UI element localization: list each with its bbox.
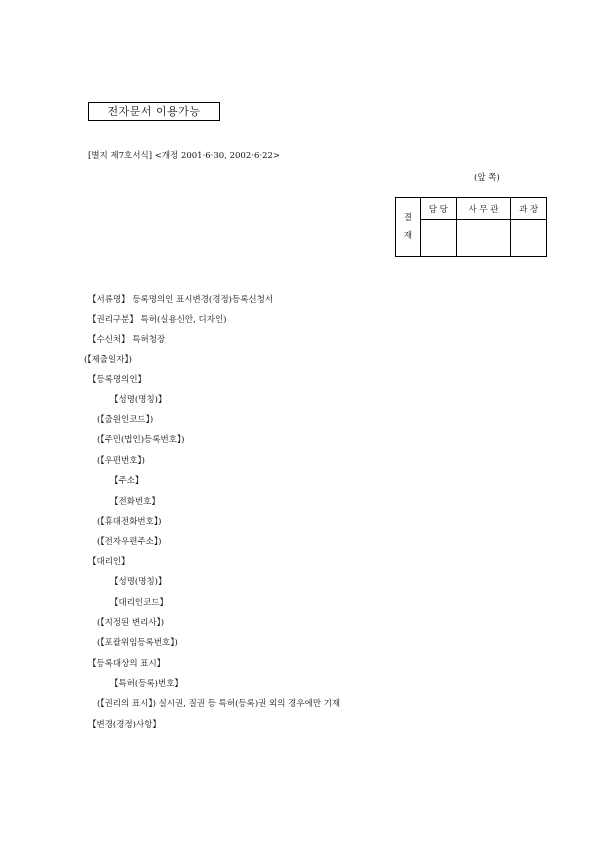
field-registration-number: (【주민(법인)등록번호】) — [97, 435, 185, 445]
field-email: (【전자우편주소】) — [97, 537, 162, 547]
field-phone: 【전화번호】 — [110, 497, 160, 507]
field-postal-code: (【우편번호】) — [97, 456, 145, 466]
approval-sign-staff — [421, 220, 457, 257]
approval-label-top: 결 — [403, 213, 413, 223]
field-right-type: 【권리구분】 특허(실용신안, 디자인) — [88, 315, 227, 325]
approval-header-officer: 사 무 관 — [456, 198, 511, 220]
approval-header-director: 과 장 — [511, 198, 547, 220]
field-registered-holder: 【등록명의인】 — [88, 375, 147, 385]
approval-sign-director — [511, 220, 547, 257]
field-agent: 【대리인】 — [88, 557, 130, 567]
field-recipient: 【수신처】 특허청장 — [88, 335, 166, 345]
approval-table — [395, 197, 547, 257]
approval-sign-officer — [456, 220, 511, 257]
field-mobile-phone: (【휴대전화번호】) — [97, 517, 162, 527]
page-side-label: (앞 쪽) — [474, 173, 500, 183]
field-agent-name: 【성명(명칭)】 — [110, 577, 167, 587]
field-patent-number: 【특허(등록)번호】 — [110, 679, 183, 689]
field-general-power-number: (【포괄위임등록번호】) — [97, 638, 178, 648]
field-applicant-code: (【출원인코드】) — [97, 415, 154, 425]
field-agent-code: 【대리인코드】 — [110, 598, 169, 608]
field-document-name: 【서류명】 등록명의인 표시변경(경정)등록신청서 — [88, 295, 274, 305]
electronic-document-badge: 전자문서 이용가능 — [88, 102, 220, 121]
field-holder-name: 【성명(명칭)】 — [110, 395, 167, 405]
field-designated-attorney: (【지정된 변리사】) — [97, 618, 165, 628]
approval-header-staff: 담 당 — [421, 198, 457, 220]
field-registration-target: 【등록대상의 표시】 — [88, 659, 166, 669]
form-reference: [별지 제7호서식] <개정 2001·6·30, 2002·6·22> — [88, 151, 281, 161]
field-change-details: 【변경(경정)사항】 — [88, 720, 161, 730]
field-address: 【주소】 — [110, 476, 144, 486]
approval-label-bottom: 재 — [403, 231, 413, 241]
approval-label — [396, 198, 421, 257]
field-right-indication: (【권리의 표시】) 실시권, 질권 등 특허(등록)권 외의 경우에만 기재 — [97, 699, 341, 709]
field-submission-date: (【제출일자】) — [84, 355, 132, 365]
